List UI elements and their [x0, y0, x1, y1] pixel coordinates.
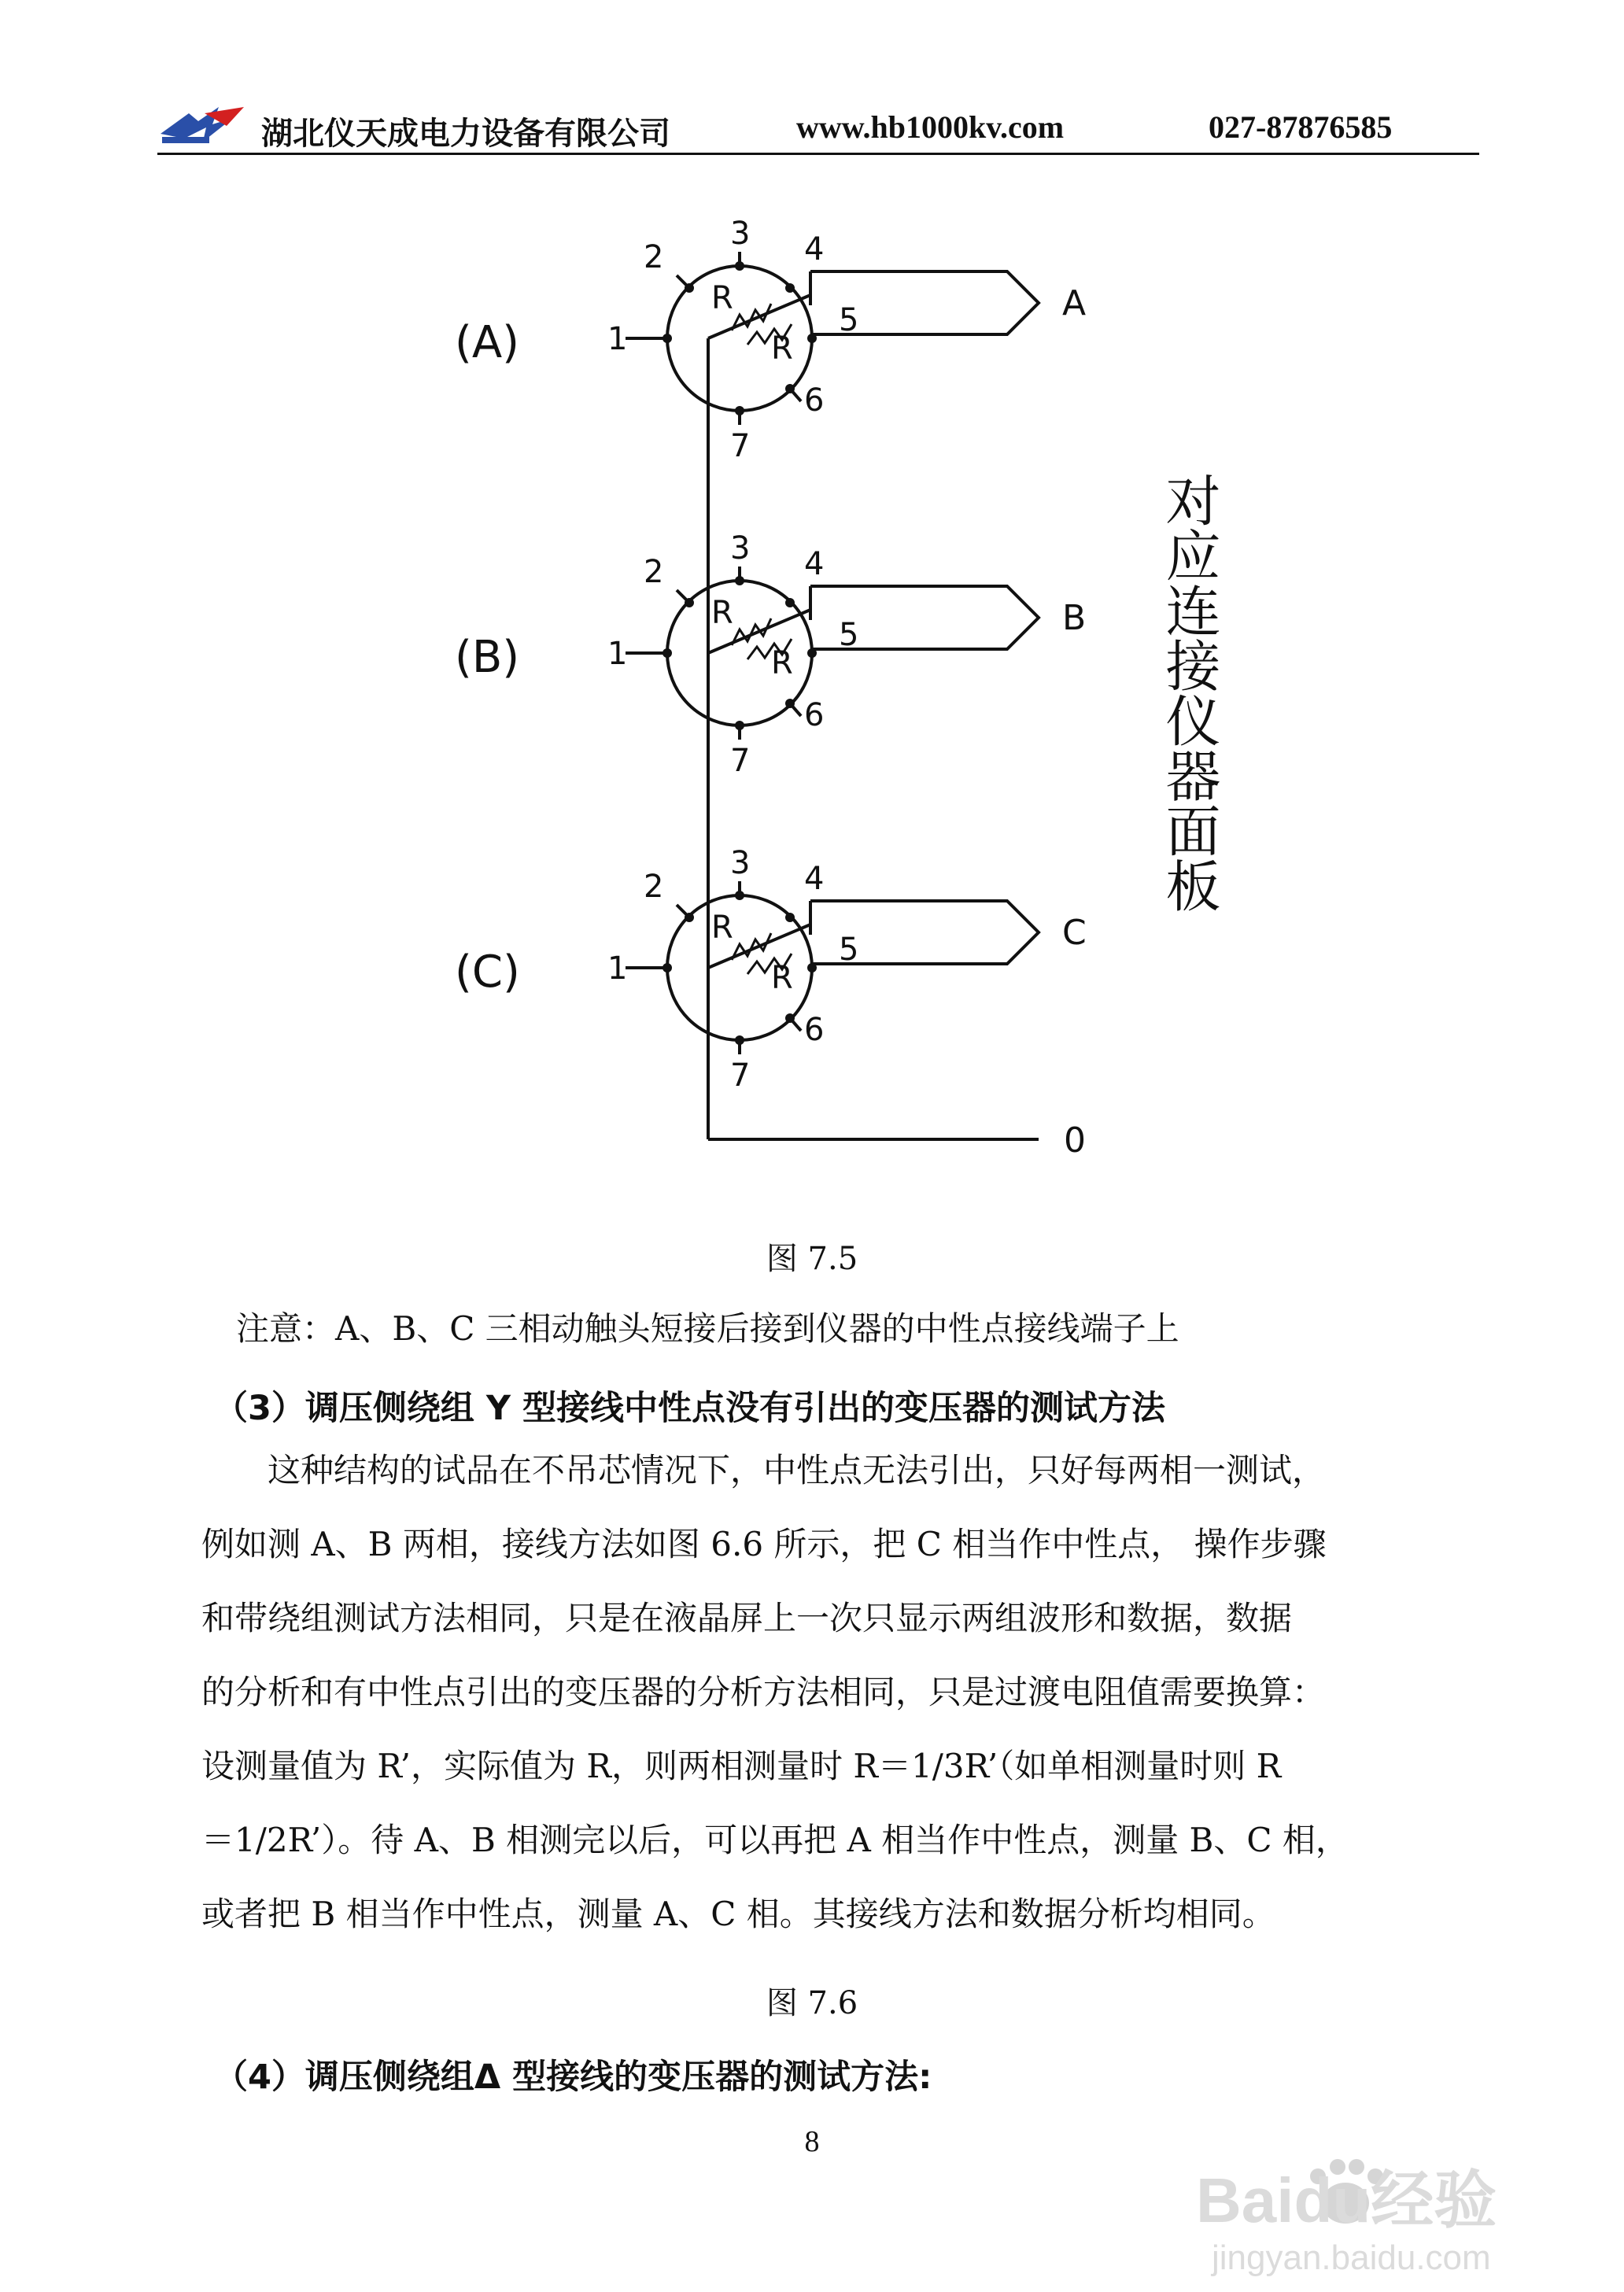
- phase-b-label: (B): [455, 632, 520, 683]
- phase-b-switch: [626, 567, 1039, 740]
- wiring-diagram-svg: [0, 165, 1624, 1212]
- phase-c-switch: [626, 881, 1039, 1054]
- resistor-label-b-2: R: [771, 645, 793, 681]
- pin-5-b: 5: [839, 617, 859, 653]
- pin-7-a: 7: [730, 428, 751, 464]
- pin-2-a: 2: [644, 239, 664, 275]
- baidu-watermark-svg: [1149, 2156, 1558, 2282]
- pin-4-b: 4: [804, 546, 825, 582]
- company-logo: [157, 102, 252, 148]
- pin-3-c: 3: [730, 845, 751, 881]
- resistor-label-c-2: R: [771, 960, 793, 996]
- resistor-label-a-2: R: [771, 330, 793, 367]
- baidu-watermark: [1149, 2156, 1558, 2282]
- section-3-heading: （3）调压侧绕组 Y 型接线中性点没有引出的变压器的测试方法: [214, 1389, 1165, 1428]
- pin-6-b: 6: [804, 697, 825, 733]
- phase-a-label: (A): [455, 317, 520, 368]
- paragraph-line: 设测量值为 R’，实际值为 R，则两相测量时 R＝1/3R’（如单相测量时则 R: [201, 1747, 1282, 1785]
- note-text: 注意：A、B、C 三相动触头短接后接到仪器的中性点接线端子上: [236, 1309, 1179, 1348]
- pin-2-c: 2: [644, 869, 664, 905]
- pin-3-a: 3: [730, 216, 751, 252]
- page-header: [157, 102, 1479, 151]
- paragraph-line: 这种结构的试品在不吊芯情况下，中性点无法引出，只好每两相一测试，: [268, 1451, 1326, 1489]
- phase-c-label: (C): [455, 947, 520, 998]
- resistor-label-c-1: R: [711, 910, 733, 946]
- pin-1-c: 1: [607, 950, 628, 987]
- instrument-panel-label: 对应连接仪器面板: [1157, 472, 1221, 913]
- header-divider: [157, 153, 1479, 155]
- watermark-brand: Baidu经验: [1196, 2165, 1497, 2235]
- wiring-diagram: [0, 165, 1624, 1212]
- pin-5-c: 5: [839, 932, 859, 968]
- section-4-heading: （4）调压侧绕组Δ 型接线的变压器的测试方法:: [214, 2058, 932, 2097]
- terminal-c-label: C: [1062, 913, 1087, 953]
- pin-4-c: 4: [804, 861, 825, 897]
- pin-7-b: 7: [730, 743, 751, 779]
- company-website: www.hb1000kv.com: [796, 109, 1065, 145]
- paragraph-line: 例如测 A、B 两相，接线方法如图 6.6 所示，把 C 相当作中性点， 操作步骤: [201, 1525, 1327, 1563]
- pin-6-c: 6: [804, 1012, 825, 1048]
- paragraph-line: 和带绕组测试方法相同，只是在液晶屏上一次只显示两组波形和数据，数据: [201, 1599, 1293, 1637]
- neutral-terminal-label: 0: [1064, 1120, 1086, 1161]
- pin-1-b: 1: [607, 636, 628, 672]
- figure-7-6-caption: 图 7.6: [766, 1985, 858, 2021]
- pin-6-a: 6: [804, 382, 825, 419]
- resistor-label-a-1: R: [711, 280, 733, 316]
- figure-7-5-caption: 图 7.5: [766, 1241, 858, 1277]
- paragraph-line: ＝1/2R’）。待 A、B 相测完以后，可以再把 A 相当作中性点，测量 B、C 相，: [201, 1821, 1349, 1859]
- pin-2-b: 2: [644, 554, 664, 590]
- pin-4-a: 4: [804, 231, 825, 268]
- pin-7-c: 7: [730, 1057, 751, 1094]
- phase-a-switch: [626, 252, 1039, 425]
- page-number: 8: [804, 2125, 820, 2158]
- pin-3-b: 3: [730, 530, 751, 567]
- watermark-url: jingyan.baidu.com: [1212, 2238, 1491, 2277]
- paragraph-line: 或者把 B 相当作中性点，测量 A、C 相。其接线方法和数据分析均相同。: [201, 1895, 1275, 1933]
- paragraph-line: 的分析和有中性点引出的变压器的分析方法相同，只是过渡电阻值需要换算：: [201, 1673, 1326, 1711]
- section-3-body: [201, 1434, 1486, 1951]
- terminal-a-label: A: [1062, 283, 1087, 323]
- resistor-label-b-1: R: [711, 595, 733, 631]
- terminal-b-label: B: [1062, 598, 1087, 638]
- pin-1-a: 1: [607, 321, 628, 357]
- pin-5-a: 5: [839, 302, 859, 338]
- company-phone: 027-87876585: [1209, 109, 1393, 145]
- company-name: 湖北仪天成电力设备有限公司: [261, 116, 670, 152]
